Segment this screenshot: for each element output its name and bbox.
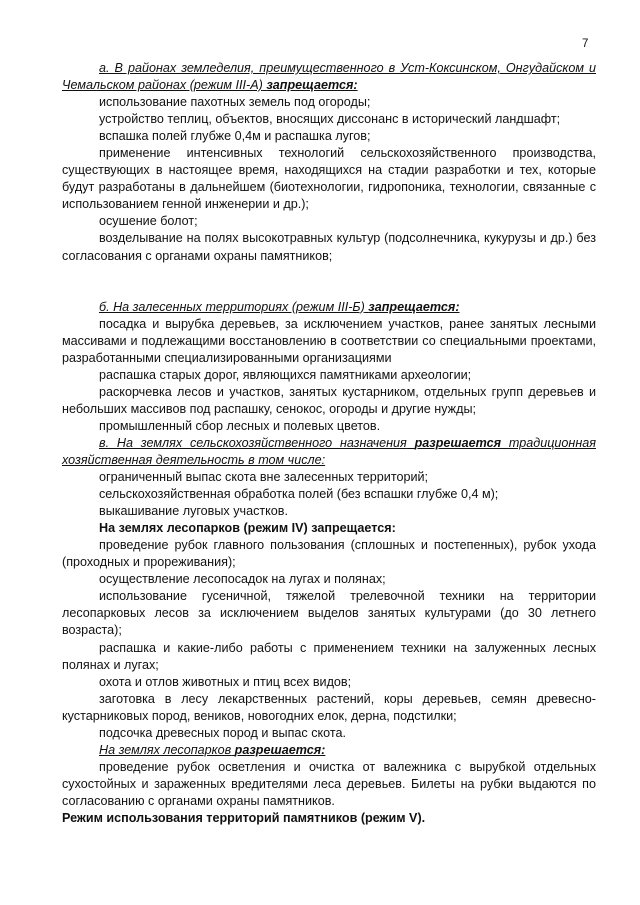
section-v-heading-bold: разрешается xyxy=(414,435,502,450)
list-item: посадка и вырубка деревьев, за исключением участков, ранее занятых лесными массивами и подлежащими восстановлению в соответствии со специальными проектами, разработанными специализированными организациями xyxy=(62,316,596,365)
section-a-heading-bold: запрещается: xyxy=(266,78,358,93)
list-item: ограниченный выпас скота вне залесенных территорий; xyxy=(99,470,429,485)
list-item: охота и отлов животных и птиц всех видов; xyxy=(99,674,352,689)
list-item: распашка и какие-либо работы с применением техники на залуженных лесных полянах и лугах; xyxy=(62,640,596,672)
forest-parks-allowed-heading-bold: разрешается: xyxy=(234,742,326,757)
section-spacer xyxy=(62,265,596,299)
list-item: применение интенсивных технологий сельскохозяйственного производства, существующих в настоящее время, находящихся на стадии разработки и тех, которые будут разработаны в дальнейшем (биотехнологии, гидропоника, технологии, связанные с использованием генной инженерии и др.); xyxy=(62,146,596,212)
list-item: проведение рубок главного пользования (сплошных и постепенных), рубок ухода (проходных и прореживания); xyxy=(62,538,596,570)
final-heading: Режим использования территорий памятников (режим V). xyxy=(62,810,426,825)
list-item: сельскохозяйственная обработка полей (без вспашки глубже 0,4 м); xyxy=(99,487,499,502)
forest-parks-prohibited-heading: На землях лесопарков (режим IV) запрещается: xyxy=(99,521,396,536)
list-item: выкашивание луговых участков. xyxy=(99,504,288,519)
section-a-heading xyxy=(62,60,596,94)
section-b-heading-text: б. На залесенных территориях (режим III-Б) xyxy=(99,299,365,314)
list-item: подсочка древесных пород и выпас скота. xyxy=(99,725,347,740)
list-item: использование гусеничной, тяжелой трелевочной техники на территории лесопарковых лесов за исключением выделов занятых культурами (до 30 летнего возраста); xyxy=(62,589,596,638)
document-body xyxy=(62,60,596,827)
list-item: промышленный сбор лесных и полевых цветов. xyxy=(99,418,381,433)
section-v-heading-pre: в. На землях сельскохозяйственного назначения xyxy=(99,435,407,450)
section-a-heading-text: а. В районах земледелия, преимущественного в Уст-Коксинском, Онгудайском и Чемальском районах (режим III-А) xyxy=(62,61,596,93)
forest-parks-allowed-heading xyxy=(62,742,596,759)
list-item: устройство теплиц, объектов, вносящих диссонанс в исторический ландшафт; xyxy=(99,112,561,127)
section-b-heading-bold: запрещается: xyxy=(368,299,460,314)
list-item: возделывание на полях высокотравных культур (подсолнечника, кукурузы и др.) без согласования с органами охраны памятников; xyxy=(62,231,596,263)
section-v-heading xyxy=(62,435,596,469)
section-v-heading-post: традиционная хозяйственная деятельность в том числе: xyxy=(62,435,597,467)
list-item: осушение болот; xyxy=(99,214,198,229)
list-item: использование пахотных земель под огороды; xyxy=(99,95,371,110)
section-b-heading xyxy=(62,299,596,316)
page-number: 7 xyxy=(582,38,589,50)
list-item: распашка старых дорог, являющихся памятниками археологии; xyxy=(99,367,472,382)
forest-parks-allowed-heading-text: На землях лесопарков xyxy=(99,742,232,757)
list-item: проведение рубок осветления и очистка от валежника с вырубкой отдельных сухостойных и зараженных вредителями леса деревьев. Билеты на рубки выдаются по согласованию с органами охраны памятников. xyxy=(62,759,596,808)
list-item: вспашка полей глубже 0,4м и распашка лугов; xyxy=(99,129,371,144)
list-item: раскорчевка лесов и участков, занятых кустарником, отдельных групп деревьев и небольших массивов под распашку, сенокос, огороды и другие нужды; xyxy=(62,384,596,416)
list-item: заготовка в лесу лекарственных растений, коры деревьев, семян древесно-кустарниковых пород, веников, новогодних елок, дерна, подстилки; xyxy=(62,691,596,723)
list-item: осуществление лесопосадок на лугах и полянах; xyxy=(99,572,386,587)
